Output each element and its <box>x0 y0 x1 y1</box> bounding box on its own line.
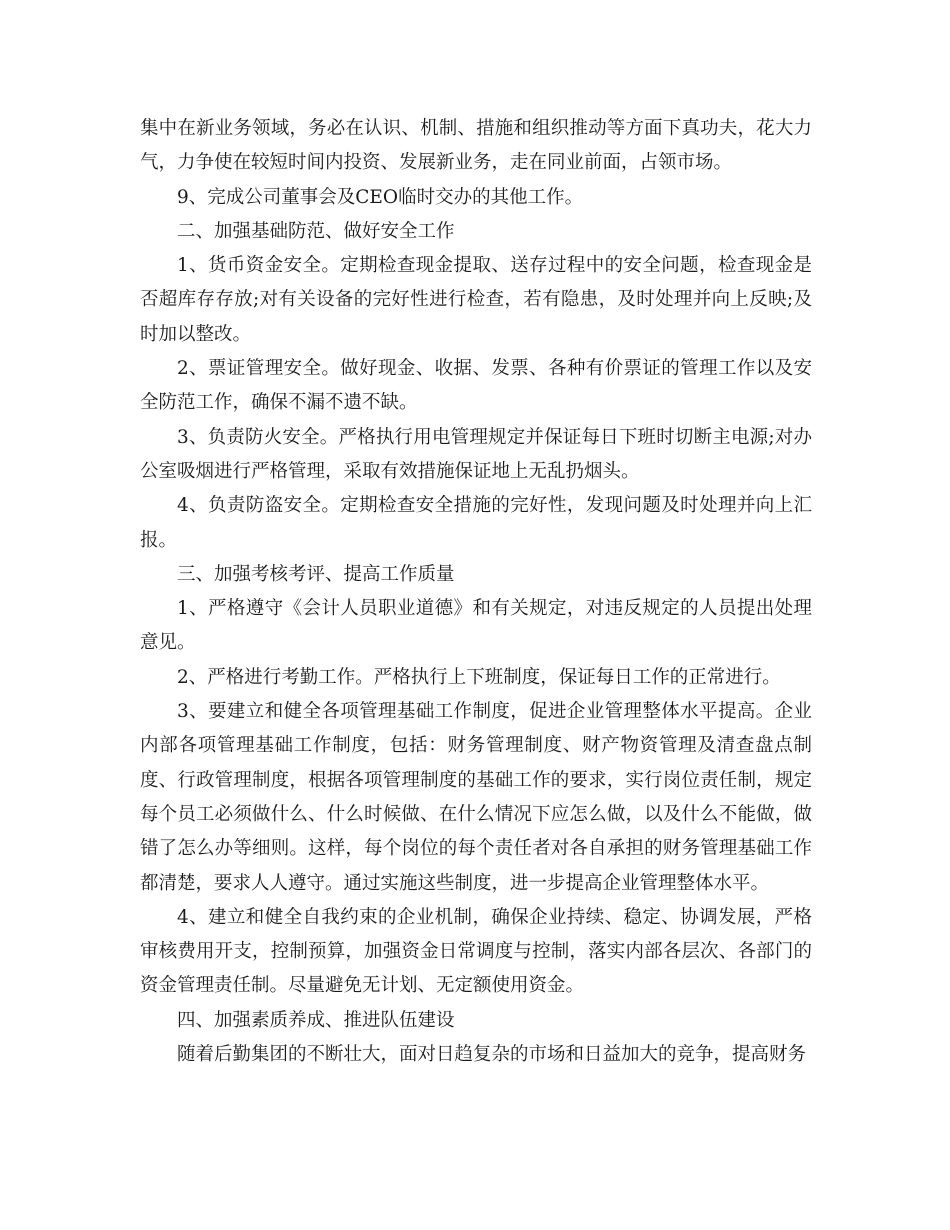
paragraph-theft-safety: 4、负责防盗安全。定期检查安全措施的完好性，发现问题及时处理并向上汇报。 <box>140 495 812 551</box>
paragraph-ethics: 1、严格遵守《会计人员职业道德》和有关规定，对违反规定的人员提出处理意见。 <box>140 598 812 654</box>
paragraph-self-discipline: 4、建立和健全自我约束的企业机制，确保企业持续、稳定、协调发展，严格审核费用开支，控制预算，加强资金日常调度与控制，落实内部各层次、各部门的资金管理责任制。尽量避免无计划、无定额使用资金。 <box>140 906 812 997</box>
section-heading-4: 四、加强素质养成、推进队伍建设 <box>177 1009 455 1031</box>
section-heading-3: 三、加强考核考评、提高工作质量 <box>177 563 455 585</box>
section-heading-2: 二、加强基础防范、做好安全工作 <box>177 220 455 242</box>
paragraph-voucher-safety: 2、票证管理安全。做好现金、收据、发票、各种有价票证的管理工作以及安全防范工作，确保不漏不遗不缺。 <box>140 358 812 414</box>
paragraph-cash-safety: 1、货币资金安全。定期检查现金提取、送存过程中的安全问题，检查现金是否超库存存放;对有关设备的完好性进行检查，若有隐患，及时处理并向上反映;及时加以整改。 <box>140 255 812 345</box>
paragraph-attendance: 2、严格进行考勤工作。严格执行上下班制度，保证每日工作的正常进行。 <box>177 666 781 688</box>
paragraph-fire-safety: 3、负责防火安全。严格执行用电管理规定并保证每日下班时切断主电源;对办公室吸烟进行严格管理，采取有效措施保证地上无乱扔烟头。 <box>140 426 812 482</box>
paragraph-management-system: 3、要建立和健全各项管理基础工作制度，促进企业管理整体水平提高。企业内部各项管理基础工作制度，包括：财务管理制度、财产物资管理及清查盘点制度、行政管理制度，根据各项管理制度的基础工作的要求，实行岗位责任制，规定每个员工必须做什么、什么时候做、在什么情况下应怎么做，以及什么不能做，做错了怎么办等细则。这样，每个岗位的每个责任者对各自承担的财务管理基础工作都清楚，要求人人遵守。通过实施这些制度，进一步提高企业管理整体水平。 <box>140 701 812 894</box>
paragraph-continuation: 集中在新业务领域，务必在认识、机制、措施和组织推动等方面下真功夫，花大力气，力争使在较短时间内投资、发展新业务，走在同业前面，占领市场。 <box>140 118 812 174</box>
paragraph-item-9: 9、完成公司董事会及CEO临时交办的其他工作。 <box>177 186 584 208</box>
paragraph-team-building: 随着后勤集团的不断壮大，面对日趋复杂的市场和日益加大的竞争，提高财务 <box>177 1044 807 1066</box>
document-body <box>140 112 812 1072</box>
